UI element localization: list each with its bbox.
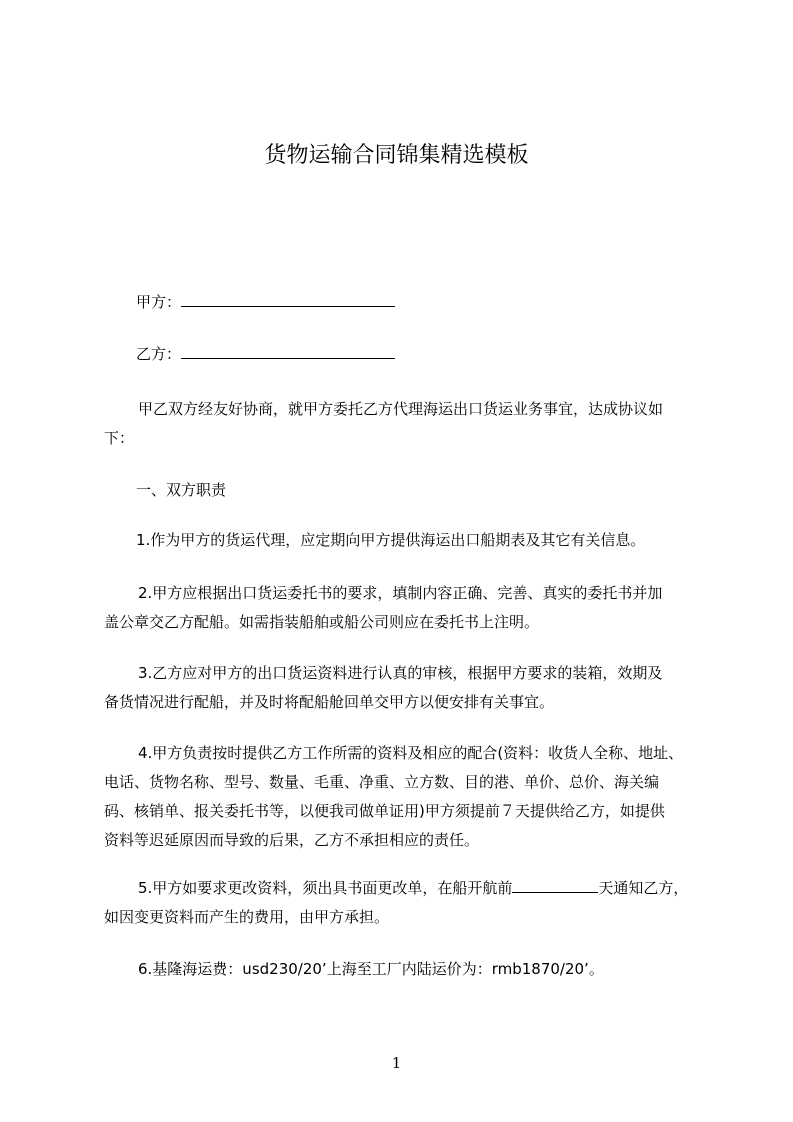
clause-4-line-4: 资料等迟延原因而导致的后果，乙方不承担相应的责任。 — [104, 831, 480, 849]
party-a-label: 甲方： — [136, 293, 182, 311]
clause-5 — [104, 874, 710, 932]
clause-5-days-blank — [512, 878, 598, 893]
clause-5-text-after-blank: 天通知乙方， — [598, 879, 689, 897]
clause-2-line-2: 盖公章交乙方配船。如需指装船舶或船公司则应在委托书上注明。 — [104, 613, 540, 631]
clause-6-line-1: 6.基隆海运费：usd230/20’上海至工厂内陆运价为：rmb1870/20’。 — [138, 960, 604, 978]
clause-5-line-2: 如因变更资料而产生的费用，由甲方承担。 — [104, 908, 390, 926]
clause-5-line-1 — [104, 874, 710, 903]
party-a-blank — [181, 292, 395, 307]
clause-3-line-1: 3.乙方应对甲方的出口货运资料进行认真的审核，根据甲方要求的装箱，效期及 — [138, 664, 663, 682]
clause-6 — [104, 955, 710, 984]
intro-line-1: 甲乙双方经友好协商，就甲方委托乙方代理海运出口货运业务事宜，达成协议如 — [138, 400, 664, 418]
page-number: 1 — [391, 1054, 402, 1072]
party-b-label: 乙方： — [136, 345, 182, 363]
clause-5-text-before-blank: 5.甲方如要求更改资料，须出具书面更改单，在船开航前 — [138, 879, 513, 897]
clause-4 — [104, 739, 710, 855]
clause-3 — [104, 659, 710, 717]
clause-1 — [104, 526, 710, 555]
party-b-blank — [181, 344, 395, 359]
clause-1-line-1: 1.作为甲方的货运代理，应定期向甲方提供海运出口船期表及其它有关信息。 — [136, 531, 646, 549]
clause-3-line-2: 备货情况进行配船，并及时将配船舱回单交甲方以便安排有关事宜。 — [104, 693, 555, 711]
intro-line-2: 下： — [104, 429, 135, 447]
party-b-line — [136, 342, 395, 366]
clause-4-line-2: 电话、货物名称、型号、数量、毛重、净重、立方数、目的港、单价、总价、海关编 — [104, 773, 660, 791]
section-heading-responsibilities: 一、双方职责 — [136, 481, 227, 499]
clause-4-line-3: 码、核销单、报关委托书等，以便我司做单证用)甲方须提前７天提供给乙方，如提供 — [104, 802, 665, 820]
clause-4-line-1: 4.甲方负责按时提供乙方工作所需的资料及相应的配合(资料：收货人全称、地址、 — [138, 744, 684, 762]
document-title: 货物运输合同锦集精选模板 — [264, 143, 529, 168]
clause-2-line-1: 2.甲方应根据出口货运委托书的要求，填制内容正确、完善、真实的委托书并加 — [138, 584, 663, 602]
intro-paragraph — [104, 395, 710, 453]
clause-2 — [104, 579, 710, 637]
party-a-line — [136, 290, 395, 314]
